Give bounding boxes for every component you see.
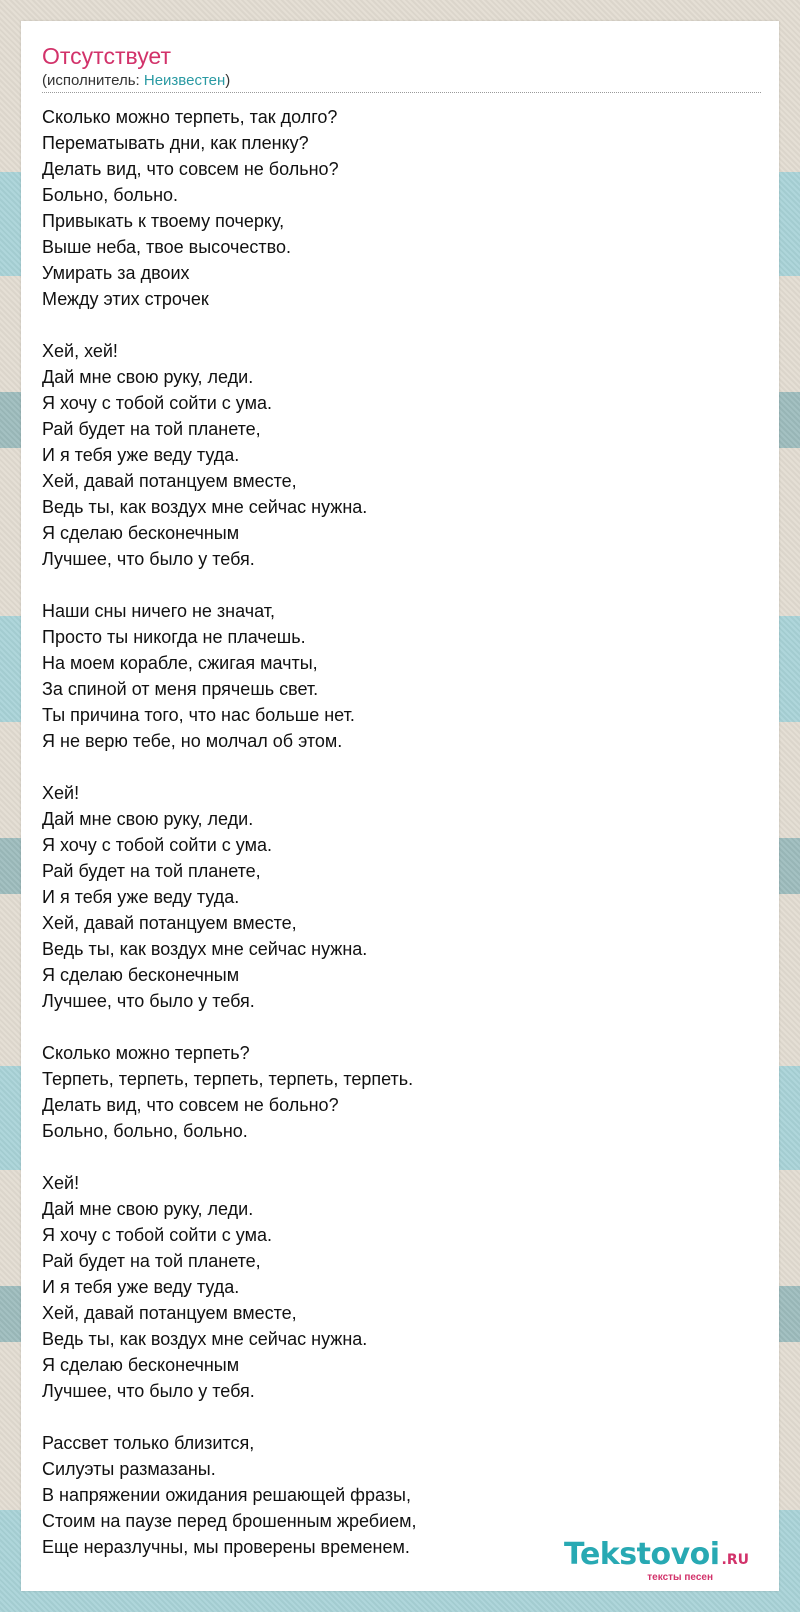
lyric-line: И я тебя уже веду туда. xyxy=(42,887,240,907)
song-title: Отсутствует xyxy=(42,43,171,69)
artist-suffix: ) xyxy=(225,72,231,89)
lyric-line: На моем корабле, сжигая мачты, xyxy=(42,653,318,673)
lyrics-text xyxy=(42,104,759,1560)
lyric-line: Хей, давай потанцуем вместе, xyxy=(42,913,297,933)
lyric-line: Я сделаю бесконечным xyxy=(42,1355,240,1375)
lyric-line: Наши сны ничего не значат, xyxy=(42,601,275,621)
lyric-line: В напряжении ожидания решающей фразы, xyxy=(42,1485,411,1505)
lyric-line: Рассвет только близится, xyxy=(42,1433,255,1453)
lyric-line: Ведь ты, как воздух мне сейчас нужна. xyxy=(42,1329,368,1349)
lyric-line: Хей, хей! xyxy=(42,341,118,361)
lyric-line: Силуэты размазаны. xyxy=(42,1459,216,1479)
lyric-line: Я хочу с тобой сойти с ума. xyxy=(42,1225,272,1245)
lyric-line: Больно, больно. xyxy=(42,185,179,205)
lyric-line: Рай будет на той планете, xyxy=(42,861,261,881)
lyric-line: Дай мне свою руку, леди. xyxy=(42,1199,254,1219)
lyric-line: Рай будет на той планете, xyxy=(42,1251,261,1271)
lyric-line: И я тебя уже веду туда. xyxy=(42,1277,240,1297)
logo-name: Tekstovoi xyxy=(563,1537,720,1572)
lyric-line: Дай мне свою руку, леди. xyxy=(42,809,254,829)
lyric-line: Сколько можно терпеть? xyxy=(42,1043,250,1063)
lyric-line: Больно, больно, больно. xyxy=(42,1121,248,1141)
artist-prefix: (исполнитель: xyxy=(42,72,144,89)
lyric-line: Терпеть, терпеть, терпеть, терпеть, терпеть. xyxy=(42,1069,414,1089)
lyric-line: Перематывать дни, как пленку? xyxy=(42,133,309,153)
lyric-line: Хей! xyxy=(42,1173,80,1193)
artist-line xyxy=(42,72,230,89)
lyric-line: Ведь ты, как воздух мне сейчас нужна. xyxy=(42,939,368,959)
lyric-line: Привыкать к твоему почерку, xyxy=(42,211,285,231)
lyrics-card xyxy=(21,21,779,1591)
lyric-line: Делать вид, что совсем не больно? xyxy=(42,159,339,179)
lyric-line: Я хочу с тобой сойти с ума. xyxy=(42,393,272,413)
lyric-line: Просто ты никогда не плачешь. xyxy=(42,627,306,647)
artist-link[interactable]: Неизвестен xyxy=(143,72,226,89)
lyric-line: За спиной от меня прячешь свет. xyxy=(42,679,319,699)
lyric-line: Умирать за двоих xyxy=(42,263,190,283)
logo-tagline: тексты песен xyxy=(647,1572,713,1583)
lyric-line: Еще неразлучны, мы проверены временем. xyxy=(42,1537,410,1557)
logo-tld: .RU xyxy=(721,1552,749,1568)
lyric-line: Я сделаю бесконечным xyxy=(42,523,240,543)
lyric-line: Хей! xyxy=(42,783,80,803)
lyric-line: Хей, давай потанцуем вместе, xyxy=(42,1303,297,1323)
lyric-line: Хей, давай потанцуем вместе, xyxy=(42,471,297,491)
lyric-line: Стоим на паузе перед брошенным жребием, xyxy=(42,1511,417,1531)
logo-wordmark xyxy=(563,1537,749,1575)
lyric-line: Лучшее, что было у тебя. xyxy=(42,991,255,1011)
lyric-line: Рай будет на той планете, xyxy=(42,419,261,439)
lyric-line: Лучшее, что было у тебя. xyxy=(42,549,255,569)
lyric-line: Между этих строчек xyxy=(42,289,209,309)
lyric-line: Я сделаю бесконечным xyxy=(42,965,240,985)
lyric-line: Делать вид, что совсем не больно? xyxy=(42,1095,339,1115)
site-logo[interactable] xyxy=(563,1537,749,1583)
lyric-line: Я не верю тебе, но молчал об этом. xyxy=(42,731,343,751)
lyric-line: Сколько можно терпеть, так долго? xyxy=(42,107,338,127)
title-divider xyxy=(42,92,761,93)
lyric-line: Лучшее, что было у тебя. xyxy=(42,1381,255,1401)
lyric-line: Ты причина того, что нас больше нет. xyxy=(42,705,355,725)
lyric-line: Ведь ты, как воздух мне сейчас нужна. xyxy=(42,497,368,517)
lyric-line: Дай мне свою руку, леди. xyxy=(42,367,254,387)
lyric-line: Выше неба, твое высочество. xyxy=(42,237,292,257)
lyric-line: Я хочу с тобой сойти с ума. xyxy=(42,835,272,855)
lyric-line: И я тебя уже веду туда. xyxy=(42,445,240,465)
